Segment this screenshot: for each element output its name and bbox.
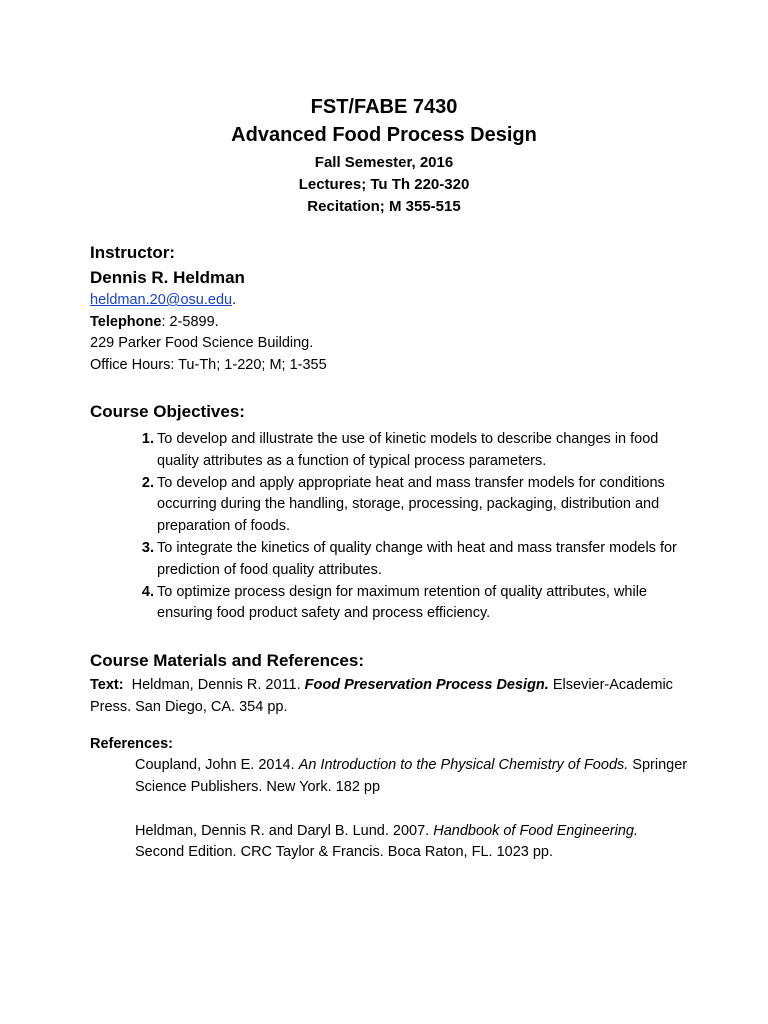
email-line [90,290,690,312]
instructor-heading: Instructor: [90,243,175,262]
reference-publisher: Springer Science Publishers. New York. 182 pp [135,757,688,795]
reference-title: Handbook of Food Engineering. [433,822,638,839]
lecture-schedule: Lectures; Tu Th 220-320 [298,176,470,193]
reference-publisher: Second Edition. CRC Taylor & Francis. Boca Raton, FL. 1023 pp. [135,844,554,861]
course-code: FST/FABE 7430 [310,96,458,118]
objective-number: 4. [141,583,154,600]
objective-text: To optimize process design for maximum retention of quality attributes, while ensuring food product safety and process efficiency. [157,583,647,622]
objective-number: 3. [141,539,154,556]
objective-item [90,473,690,538]
reference-author: Heldman, Dennis R. and Daryl B. Lund. 2007. [135,822,434,839]
textbook-publisher: Elsevier-Academic Press. San Diego, CA. 354 pp. [90,677,673,715]
telephone-label: Telephone [90,313,162,330]
text-label: Text: [90,677,124,693]
references-heading: References: [90,736,174,752]
objective-number: 2. [141,474,154,491]
textbook-title: Food Preservation Process Design. [304,677,549,693]
textbook-author: Heldman, Dennis R. 2011. [123,677,305,693]
objective-text: To integrate the kinetics of quality change with heat and mass transfer models for prediction of food quality attributes. [157,539,677,578]
reference-item [90,821,690,865]
objective-item [90,538,690,582]
recitation-schedule: Recitation; M 355-515 [307,198,461,215]
telephone-line [90,312,690,334]
email-link[interactable]: heldman.20@osu.edu [90,292,233,308]
reference-title: An Introduction to the Physical Chemistry of Foods. [298,757,629,773]
semester: Fall Semester, 2016 [314,154,454,171]
materials-heading: Course Materials and References: [90,651,364,670]
objectives-section [90,399,690,625]
objectives-heading: Course Objectives: [90,402,245,421]
office-hours: Office Hours: Tu-Th; 1-220; M; 1-355 [90,356,327,373]
telephone-value: : 2-5899. [161,313,219,330]
objective-text: To develop and illustrate the use of kinetic models to describe changes in food quality attributes as a function of typical process parameters. [157,431,659,469]
course-header [0,93,768,218]
office-location: 229 Parker Food Science Building. [90,335,314,351]
objectives-list [90,429,690,625]
objective-text: To develop and apply appropriate heat and mass transfer models for conditions occurring during the handling, storage, processing, packaging, distribution and preparation of foods. [157,474,665,535]
objective-item [90,429,690,473]
email-suffix: . [232,292,237,308]
instructor-name: Dennis R. Heldman [90,268,245,287]
objective-item [90,582,690,626]
course-title: Advanced Food Process Design [231,124,537,146]
materials-section [90,648,690,864]
reference-item [90,755,690,799]
instructor-section [90,240,690,376]
objective-number: 1. [141,431,154,447]
textbook-citation [90,675,690,718]
reference-author: Coupland, John E. 2014. [135,757,299,773]
